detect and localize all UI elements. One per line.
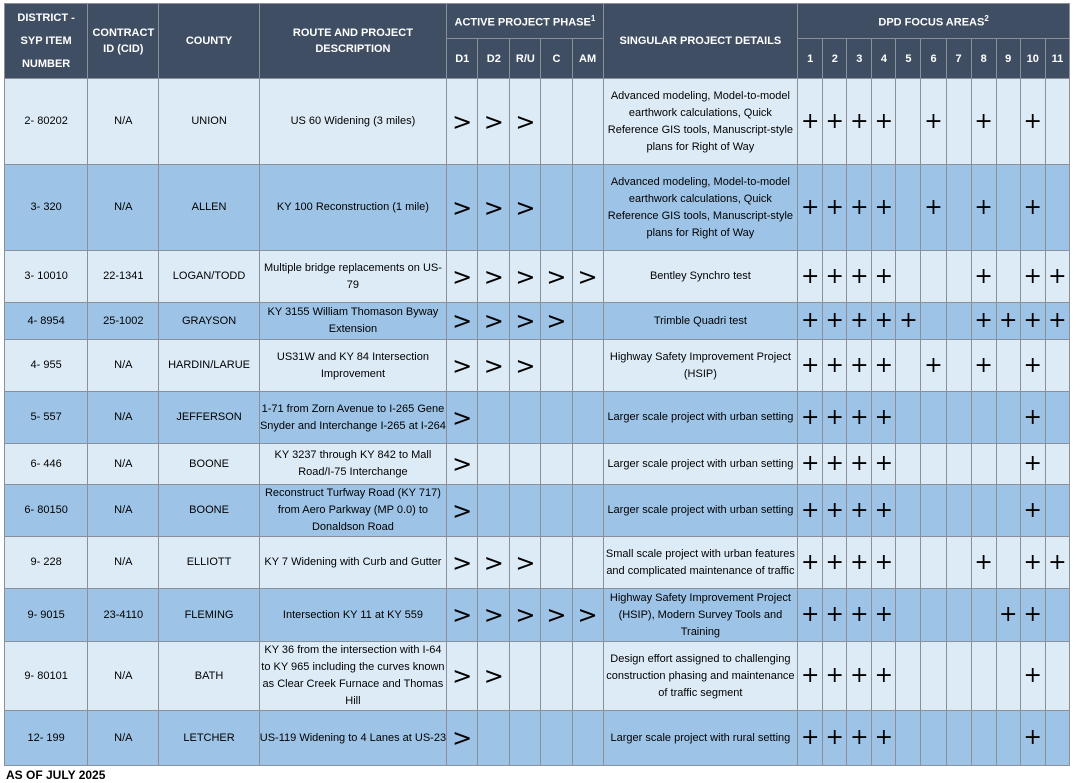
focus-area-mark: + <box>1020 303 1045 340</box>
phase-empty-cell <box>478 711 510 766</box>
district-cell: 9- 228 <box>5 537 88 589</box>
focus-empty-cell <box>1045 165 1069 251</box>
county-cell: ALLEN <box>159 165 259 251</box>
route-cell: KY 3155 William Thomason Byway Extension <box>259 303 447 340</box>
phase-empty-cell <box>541 165 572 251</box>
header-contract: CONTRACT ID (CID) <box>88 4 159 79</box>
header-district-line-2: SYP ITEM <box>20 34 72 47</box>
focus-area-mark: + <box>872 642 896 711</box>
table-row <box>5 79 1070 165</box>
phase-empty-cell <box>510 642 541 711</box>
details-cell: Advanced modeling, Model-to-model earthwork calculations, Quick Reference GIS tools, Manuscript-style plans for Right of Way <box>603 165 798 251</box>
contract-cell: N/A <box>88 79 159 165</box>
phase-active-mark: > <box>510 537 541 589</box>
focus-area-mark: + <box>872 303 896 340</box>
district-cell: 4- 955 <box>5 340 88 392</box>
table-header <box>5 4 1070 79</box>
focus-area-mark: + <box>896 303 921 340</box>
focus-empty-cell <box>971 711 996 766</box>
header-focus-0: 1 <box>798 39 823 79</box>
focus-empty-cell <box>1045 79 1069 165</box>
focus-empty-cell <box>946 79 971 165</box>
header-focus-label: DPD FOCUS AREAS <box>878 16 985 29</box>
focus-area-mark: + <box>971 251 996 303</box>
focus-empty-cell <box>971 392 996 444</box>
phase-active-mark: > <box>447 642 478 711</box>
phase-active-mark: > <box>447 537 478 589</box>
focus-empty-cell <box>921 392 946 444</box>
focus-empty-cell <box>921 589 946 642</box>
focus-area-mark: + <box>872 392 896 444</box>
focus-empty-cell <box>946 711 971 766</box>
district-cell: 6- 80150 <box>5 485 88 537</box>
header-phase-footnote-mark: 1 <box>590 14 596 24</box>
header-phase-4: AM <box>572 39 603 79</box>
route-cell: KY 3237 through KY 842 to Mall Road/I-75 Interchange <box>259 444 447 485</box>
focus-empty-cell <box>946 537 971 589</box>
header-district-line-3: NUMBER <box>21 57 71 70</box>
focus-area-mark: + <box>847 79 872 165</box>
phase-empty-cell <box>572 340 603 392</box>
focus-empty-cell <box>896 251 921 303</box>
focus-empty-cell <box>1045 711 1069 766</box>
phase-empty-cell <box>541 444 572 485</box>
focus-area-mark: + <box>921 340 946 392</box>
focus-area-mark: + <box>872 711 896 766</box>
phase-active-mark: > <box>510 251 541 303</box>
focus-area-mark: + <box>823 537 847 589</box>
header-district-line-1: DISTRICT - <box>17 11 75 24</box>
phase-empty-cell <box>541 340 572 392</box>
route-cell: US 60 Widening (3 miles) <box>259 79 447 165</box>
contract-cell: N/A <box>88 340 159 392</box>
phase-empty-cell <box>572 79 603 165</box>
focus-area-mark: + <box>823 165 847 251</box>
phase-active-mark: > <box>510 165 541 251</box>
county-cell: BATH <box>159 642 259 711</box>
focus-area-mark: + <box>872 444 896 485</box>
focus-empty-cell <box>921 444 946 485</box>
focus-area-mark: + <box>1020 711 1045 766</box>
focus-area-mark: + <box>847 340 872 392</box>
phase-empty-cell <box>510 711 541 766</box>
focus-empty-cell <box>896 79 921 165</box>
focus-area-mark: + <box>872 537 896 589</box>
header-focus-2: 3 <box>847 39 872 79</box>
focus-empty-cell <box>996 711 1020 766</box>
focus-area-mark: + <box>823 485 847 537</box>
phase-empty-cell <box>478 392 510 444</box>
phase-empty-cell <box>541 485 572 537</box>
focus-area-mark: + <box>971 303 996 340</box>
contract-cell: N/A <box>88 711 159 766</box>
focus-area-mark: + <box>847 537 872 589</box>
phase-active-mark: > <box>478 251 510 303</box>
focus-area-mark: + <box>823 340 847 392</box>
details-cell: Highway Safety Improvement Project (HSIP) <box>603 340 798 392</box>
phase-active-mark: > <box>447 340 478 392</box>
table-row <box>5 711 1070 766</box>
focus-area-mark: + <box>1020 392 1045 444</box>
phase-active-mark: > <box>478 165 510 251</box>
header-focus-4: 5 <box>896 39 921 79</box>
focus-empty-cell <box>896 537 921 589</box>
header-phase-3: C <box>541 39 572 79</box>
focus-area-mark: + <box>798 444 823 485</box>
phase-active-mark: > <box>447 303 478 340</box>
phase-empty-cell <box>572 444 603 485</box>
focus-empty-cell <box>996 251 1020 303</box>
phase-empty-cell <box>572 165 603 251</box>
focus-area-mark: + <box>872 251 896 303</box>
phase-empty-cell <box>541 642 572 711</box>
phase-active-mark: > <box>447 165 478 251</box>
phase-active-mark: > <box>478 642 510 711</box>
district-cell: 12- 199 <box>5 711 88 766</box>
focus-area-mark: + <box>1020 642 1045 711</box>
phase-active-mark: > <box>478 340 510 392</box>
header-focus-3: 4 <box>872 39 896 79</box>
focus-area-mark: + <box>872 589 896 642</box>
focus-area-mark: + <box>1020 589 1045 642</box>
contract-cell: N/A <box>88 642 159 711</box>
phase-empty-cell <box>572 711 603 766</box>
phase-active-mark: > <box>447 485 478 537</box>
header-focus-5: 6 <box>921 39 946 79</box>
focus-area-mark: + <box>847 642 872 711</box>
focus-area-mark: + <box>798 589 823 642</box>
district-cell: 9- 9015 <box>5 589 88 642</box>
focus-area-mark: + <box>798 251 823 303</box>
phase-active-mark: > <box>478 303 510 340</box>
phase-active-mark: > <box>572 251 603 303</box>
focus-empty-cell <box>921 303 946 340</box>
focus-empty-cell <box>1045 392 1069 444</box>
focus-area-mark: + <box>872 485 896 537</box>
header-focus-7: 8 <box>971 39 996 79</box>
focus-empty-cell <box>1045 589 1069 642</box>
table-row <box>5 537 1070 589</box>
focus-area-mark: + <box>798 392 823 444</box>
details-cell: Advanced modeling, Model-to-model earthwork calculations, Quick Reference GIS tools, Manuscript-style plans for Right of Way <box>603 79 798 165</box>
focus-empty-cell <box>946 340 971 392</box>
details-cell: Design effort assigned to challenging construction phasing and maintenance of traffic segment <box>603 642 798 711</box>
focus-empty-cell <box>971 485 996 537</box>
focus-area-mark: + <box>847 444 872 485</box>
phase-empty-cell <box>541 711 572 766</box>
focus-empty-cell <box>896 340 921 392</box>
focus-area-mark: + <box>823 589 847 642</box>
route-cell: 1-71 from Zorn Avenue to I-265 Gene Snyder and Interchange I-265 at I-264 <box>259 392 447 444</box>
contract-cell: N/A <box>88 165 159 251</box>
header-county: COUNTY <box>159 4 259 79</box>
focus-area-mark: + <box>823 251 847 303</box>
focus-area-mark: + <box>996 589 1020 642</box>
focus-area-mark: + <box>798 340 823 392</box>
phase-active-mark: > <box>447 589 478 642</box>
focus-area-mark: + <box>1020 251 1045 303</box>
route-cell: KY 7 Widening with Curb and Gutter <box>259 537 447 589</box>
phase-active-mark: > <box>541 589 572 642</box>
focus-area-mark: + <box>798 485 823 537</box>
header-district <box>5 4 88 79</box>
contract-cell: N/A <box>88 444 159 485</box>
phase-active-mark: > <box>447 444 478 485</box>
focus-area-mark: + <box>847 485 872 537</box>
header-focus-6: 7 <box>946 39 971 79</box>
focus-area-mark: + <box>823 642 847 711</box>
focus-empty-cell <box>946 589 971 642</box>
focus-area-mark: + <box>1020 537 1045 589</box>
table-row <box>5 392 1070 444</box>
contract-cell: N/A <box>88 392 159 444</box>
district-cell: 3- 10010 <box>5 251 88 303</box>
header-focus-group <box>798 4 1070 39</box>
focus-empty-cell <box>971 589 996 642</box>
phase-active-mark: > <box>447 392 478 444</box>
phase-empty-cell <box>572 303 603 340</box>
header-focus-footnote-mark: 2 <box>984 14 989 24</box>
projects-table <box>4 3 1070 766</box>
focus-area-mark: + <box>921 165 946 251</box>
phase-active-mark: > <box>447 79 478 165</box>
focus-area-mark: + <box>1020 79 1045 165</box>
header-phase-1: D2 <box>478 39 510 79</box>
focus-area-mark: + <box>872 340 896 392</box>
phase-empty-cell <box>572 485 603 537</box>
phase-empty-cell <box>541 392 572 444</box>
focus-empty-cell <box>896 165 921 251</box>
district-cell: 3- 320 <box>5 165 88 251</box>
phase-active-mark: > <box>478 79 510 165</box>
phase-empty-cell <box>510 444 541 485</box>
focus-area-mark: + <box>798 165 823 251</box>
county-cell: BOONE <box>159 485 259 537</box>
focus-empty-cell <box>1045 444 1069 485</box>
phase-empty-cell <box>541 79 572 165</box>
focus-empty-cell <box>896 444 921 485</box>
header-phase-group <box>447 4 603 39</box>
focus-area-mark: + <box>847 251 872 303</box>
county-cell: GRAYSON <box>159 303 259 340</box>
focus-empty-cell <box>896 485 921 537</box>
contract-cell: N/A <box>88 537 159 589</box>
focus-area-mark: + <box>1045 537 1069 589</box>
focus-empty-cell <box>896 642 921 711</box>
district-cell: 2- 80202 <box>5 79 88 165</box>
phase-empty-cell <box>478 444 510 485</box>
focus-area-mark: + <box>798 303 823 340</box>
focus-empty-cell <box>921 642 946 711</box>
focus-area-mark: + <box>921 79 946 165</box>
district-cell: 5- 557 <box>5 392 88 444</box>
phase-active-mark: > <box>478 589 510 642</box>
contract-cell: 22-1341 <box>88 251 159 303</box>
county-cell: BOONE <box>159 444 259 485</box>
focus-area-mark: + <box>872 165 896 251</box>
header-phase-0: D1 <box>447 39 478 79</box>
focus-empty-cell <box>996 444 1020 485</box>
focus-empty-cell <box>1045 642 1069 711</box>
focus-empty-cell <box>946 444 971 485</box>
phase-active-mark: > <box>510 340 541 392</box>
focus-empty-cell <box>1045 485 1069 537</box>
details-cell: Trimble Quadri test <box>603 303 798 340</box>
county-cell: UNION <box>159 79 259 165</box>
header-phase-2: R/U <box>510 39 541 79</box>
phase-empty-cell <box>572 537 603 589</box>
phase-active-mark: > <box>541 251 572 303</box>
contract-cell: 23-4110 <box>88 589 159 642</box>
focus-area-mark: + <box>823 711 847 766</box>
focus-empty-cell <box>921 251 946 303</box>
table-body <box>5 79 1070 766</box>
focus-area-mark: + <box>1020 340 1045 392</box>
route-cell: KY 100 Reconstruction (1 mile) <box>259 165 447 251</box>
focus-area-mark: + <box>798 711 823 766</box>
district-cell: 9- 80101 <box>5 642 88 711</box>
header-details: SINGULAR PROJECT DETAILS <box>603 4 798 79</box>
phase-active-mark: > <box>478 537 510 589</box>
focus-area-mark: + <box>823 79 847 165</box>
focus-area-mark: + <box>1020 444 1045 485</box>
table-row <box>5 303 1070 340</box>
focus-empty-cell <box>996 642 1020 711</box>
route-cell: US-119 Widening to 4 Lanes at US-23 <box>259 711 447 766</box>
focus-empty-cell <box>896 392 921 444</box>
phase-empty-cell <box>510 485 541 537</box>
focus-area-mark: + <box>823 303 847 340</box>
focus-empty-cell <box>996 392 1020 444</box>
phase-active-mark: > <box>541 303 572 340</box>
focus-area-mark: + <box>798 79 823 165</box>
details-cell: Small scale project with urban features and complicated maintenance of traffic <box>603 537 798 589</box>
focus-empty-cell <box>946 392 971 444</box>
focus-area-mark: + <box>823 392 847 444</box>
phase-active-mark: > <box>572 589 603 642</box>
phase-empty-cell <box>510 392 541 444</box>
focus-area-mark: + <box>971 165 996 251</box>
focus-empty-cell <box>946 165 971 251</box>
route-cell: Intersection KY 11 at KY 559 <box>259 589 447 642</box>
focus-area-mark: + <box>996 303 1020 340</box>
table-row <box>5 589 1070 642</box>
details-cell: Larger scale project with urban setting <box>603 392 798 444</box>
focus-empty-cell <box>971 444 996 485</box>
phase-empty-cell <box>572 392 603 444</box>
focus-empty-cell <box>921 485 946 537</box>
county-cell: LETCHER <box>159 711 259 766</box>
focus-area-mark: + <box>1045 303 1069 340</box>
header-focus-10: 11 <box>1045 39 1069 79</box>
focus-empty-cell <box>996 165 1020 251</box>
focus-empty-cell <box>921 537 946 589</box>
focus-area-mark: + <box>847 165 872 251</box>
focus-empty-cell <box>996 537 1020 589</box>
details-cell: Larger scale project with urban setting <box>603 485 798 537</box>
focus-area-mark: + <box>1020 485 1045 537</box>
county-cell: ELLIOTT <box>159 537 259 589</box>
focus-area-mark: + <box>823 444 847 485</box>
header-focus-1: 2 <box>823 39 847 79</box>
focus-empty-cell <box>946 485 971 537</box>
phase-active-mark: > <box>447 251 478 303</box>
focus-area-mark: + <box>798 642 823 711</box>
district-cell: 4- 8954 <box>5 303 88 340</box>
focus-empty-cell <box>946 642 971 711</box>
phase-empty-cell <box>478 485 510 537</box>
focus-empty-cell <box>896 589 921 642</box>
focus-empty-cell <box>946 251 971 303</box>
district-cell: 6- 446 <box>5 444 88 485</box>
contract-cell: N/A <box>88 485 159 537</box>
county-cell: JEFFERSON <box>159 392 259 444</box>
header-route: ROUTE AND PROJECT DESCRIPTION <box>259 4 447 79</box>
focus-area-mark: + <box>798 537 823 589</box>
as-of-date: AS OF JULY 2025 <box>6 768 106 782</box>
focus-area-mark: + <box>971 537 996 589</box>
focus-empty-cell <box>896 711 921 766</box>
details-cell: Highway Safety Improvement Project (HSIP), Modern Survey Tools and Training <box>603 589 798 642</box>
route-cell: Reconstruct Turfway Road (KY 717) from Aero Parkway (MP 0.0) to Donaldson Road <box>259 485 447 537</box>
header-focus-8: 9 <box>996 39 1020 79</box>
county-cell: LOGAN/TODD <box>159 251 259 303</box>
table-row <box>5 485 1070 537</box>
focus-empty-cell <box>996 79 1020 165</box>
details-cell: Larger scale project with rural setting <box>603 711 798 766</box>
focus-area-mark: + <box>847 392 872 444</box>
table-row <box>5 251 1070 303</box>
focus-area-mark: + <box>971 79 996 165</box>
focus-area-mark: + <box>971 340 996 392</box>
header-focus-9: 10 <box>1020 39 1045 79</box>
county-cell: HARDIN/LARUE <box>159 340 259 392</box>
focus-empty-cell <box>921 711 946 766</box>
phase-active-mark: > <box>447 711 478 766</box>
focus-empty-cell <box>971 642 996 711</box>
focus-empty-cell <box>946 303 971 340</box>
phase-active-mark: > <box>510 303 541 340</box>
focus-area-mark: + <box>1045 251 1069 303</box>
route-cell: KY 36 from the intersection with I-64 to KY 965 including the curves known as Clear Creek Furnace and Thomas Hill <box>259 642 447 711</box>
focus-area-mark: + <box>847 711 872 766</box>
focus-empty-cell <box>996 340 1020 392</box>
phase-empty-cell <box>572 642 603 711</box>
details-cell: Larger scale project with urban setting <box>603 444 798 485</box>
table-row <box>5 165 1070 251</box>
header-phase-label: ACTIVE PROJECT PHASE <box>454 16 591 29</box>
phase-active-mark: > <box>510 589 541 642</box>
focus-empty-cell <box>1045 340 1069 392</box>
phase-empty-cell <box>541 537 572 589</box>
table-row <box>5 340 1070 392</box>
focus-empty-cell <box>996 485 1020 537</box>
focus-area-mark: + <box>847 303 872 340</box>
table-row <box>5 642 1070 711</box>
route-cell: US31W and KY 84 Intersection Improvement <box>259 340 447 392</box>
route-cell: Multiple bridge replacements on US-79 <box>259 251 447 303</box>
county-cell: FLEMING <box>159 589 259 642</box>
focus-area-mark: + <box>872 79 896 165</box>
focus-area-mark: + <box>847 589 872 642</box>
table-row <box>5 444 1070 485</box>
focus-area-mark: + <box>1020 165 1045 251</box>
phase-active-mark: > <box>510 79 541 165</box>
details-cell: Bentley Synchro test <box>603 251 798 303</box>
contract-cell: 25-1002 <box>88 303 159 340</box>
